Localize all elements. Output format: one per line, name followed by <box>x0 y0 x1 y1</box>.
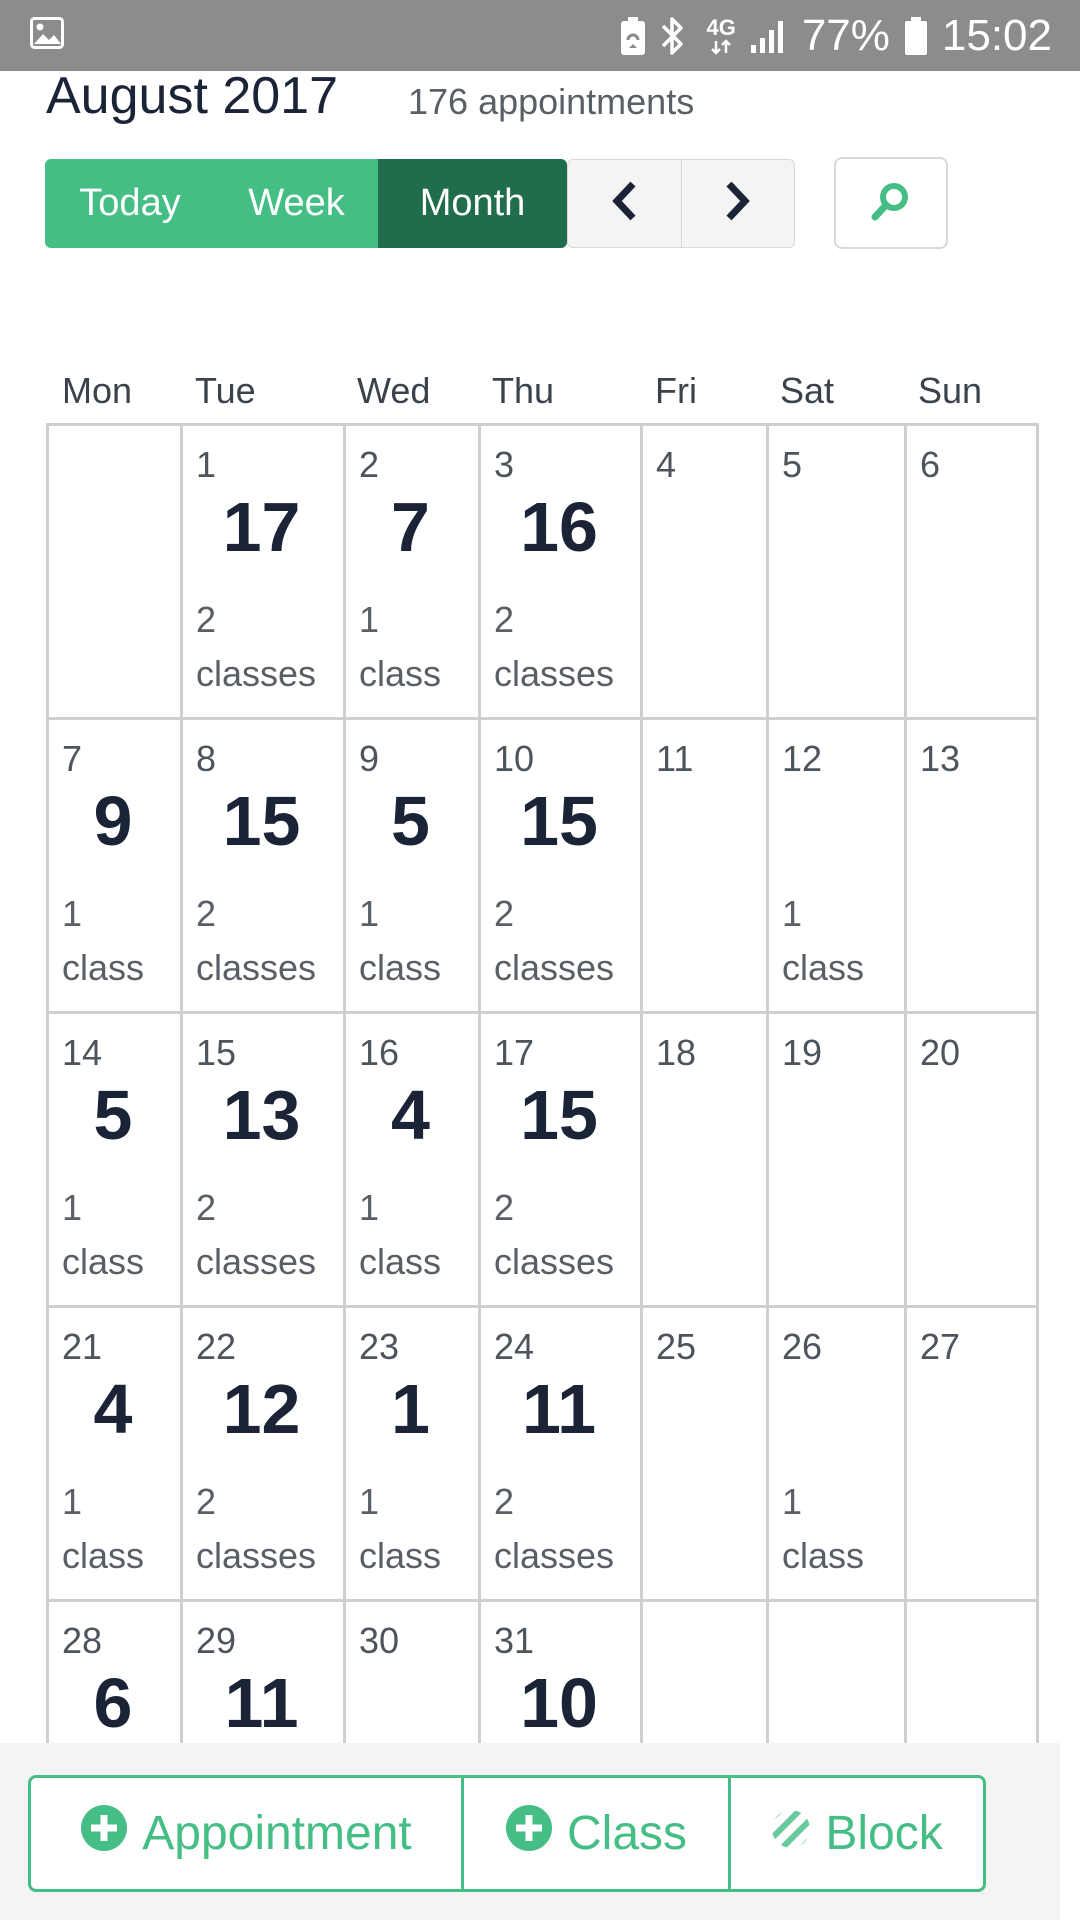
class-count-number: 1 <box>62 1481 83 1522</box>
appointment-count-number: 17 <box>222 488 301 566</box>
search-button[interactable] <box>834 157 948 249</box>
class-count <box>196 887 339 995</box>
weekday-label-4: Fri <box>655 370 697 411</box>
calendar-day-cell[interactable] <box>46 717 183 1014</box>
calendar-day-cell[interactable] <box>46 1305 183 1602</box>
calendar-day-cell[interactable] <box>904 717 1039 1014</box>
calendar-day-cell[interactable] <box>904 1305 1039 1602</box>
class-count-word: class <box>359 1241 442 1282</box>
day-number: 11 <box>656 738 694 779</box>
appointment-count-number: 15 <box>520 1076 598 1154</box>
striped-block-icon <box>771 1806 811 1861</box>
battery-saver-icon <box>620 16 646 56</box>
class-count-number: 2 <box>494 1187 515 1228</box>
class-count-number: 2 <box>196 1481 217 1522</box>
battery-icon <box>904 16 928 56</box>
calendar-day-cell[interactable] <box>478 1305 643 1602</box>
month-view-button[interactable]: Month <box>378 159 567 248</box>
class-count <box>359 593 474 701</box>
calendar-day-cell[interactable] <box>904 423 1039 720</box>
bluetooth-icon <box>660 15 686 57</box>
today-button[interactable]: Today <box>45 159 215 248</box>
class-count <box>359 1475 474 1583</box>
class-count <box>196 1181 339 1289</box>
weekday-label-6: Sun <box>918 370 983 411</box>
day-number: 23 <box>359 1326 400 1367</box>
weekday-label-5: Sat <box>780 370 835 411</box>
calendar-day-cell[interactable] <box>478 423 643 720</box>
next-month-button[interactable] <box>681 160 795 247</box>
class-count-number: 2 <box>494 893 515 934</box>
class-count <box>196 593 339 701</box>
class-count-number: 1 <box>782 893 803 934</box>
day-number: 9 <box>359 738 380 779</box>
status-bar <box>0 0 1080 71</box>
weekday-label-2: Wed <box>357 370 431 411</box>
add-actions <box>28 1775 986 1892</box>
appointment-count-number: 4 <box>93 1370 133 1448</box>
class-count-number: 2 <box>196 893 217 934</box>
day-number: 19 <box>782 1032 823 1073</box>
month-navigation <box>567 159 795 248</box>
day-number: 16 <box>359 1032 400 1073</box>
class-count <box>196 1475 339 1583</box>
calendar-day-cell[interactable] <box>904 1011 1039 1308</box>
class-count <box>494 887 636 995</box>
image-icon <box>30 17 64 49</box>
day-number: 22 <box>196 1326 237 1367</box>
plus-circle-icon <box>80 1804 128 1864</box>
add-block-label: Block <box>825 1807 943 1860</box>
appointment-count-number: 5 <box>93 1076 133 1154</box>
network-4g-icon: 4G <box>706 17 735 55</box>
day-number: 8 <box>196 738 217 779</box>
class-count-word: class <box>62 1241 145 1282</box>
appointment-count: 176 appointments <box>408 81 695 122</box>
class-count-number: 2 <box>494 1481 515 1522</box>
class-count-number: 1 <box>359 1481 380 1522</box>
appointment-count-number: 6 <box>93 1664 133 1742</box>
appointment-count-number: 9 <box>93 782 133 860</box>
class-count <box>359 1181 474 1289</box>
calendar-day-cell[interactable] <box>343 717 481 1014</box>
day-number: 6 <box>920 444 941 485</box>
calendar-day-cell[interactable] <box>46 1011 183 1308</box>
class-count-number: 1 <box>359 599 380 640</box>
day-number: 15 <box>196 1032 237 1073</box>
class-count <box>782 887 900 995</box>
day-number: 4 <box>656 444 677 485</box>
calendar-day-cell[interactable] <box>640 1305 769 1602</box>
calendar-day-cell[interactable] <box>766 423 907 720</box>
day-number: 3 <box>494 444 515 485</box>
calendar-day-cell[interactable] <box>180 423 346 720</box>
calendar-day-cell[interactable] <box>343 1305 481 1602</box>
day-number: 24 <box>494 1326 535 1367</box>
class-count <box>782 1475 900 1583</box>
appointment-count-number: 5 <box>391 782 430 860</box>
battery-percent: 77% <box>801 10 890 60</box>
class-count-word: classes <box>494 1241 615 1282</box>
appointment-count-number: 15 <box>222 782 301 860</box>
view-switcher <box>45 159 567 248</box>
class-count <box>62 887 176 995</box>
class-count-number: 1 <box>62 893 83 934</box>
calendar-day-cell[interactable] <box>343 423 481 720</box>
day-number: 20 <box>920 1032 961 1073</box>
class-count-word: class <box>782 1535 865 1576</box>
day-number: 21 <box>62 1326 103 1367</box>
day-number: 2 <box>359 444 380 485</box>
class-count-number: 2 <box>196 1187 217 1228</box>
class-count <box>62 1181 176 1289</box>
appointment-count-number: 11 <box>224 1664 299 1742</box>
calendar-day-cell[interactable] <box>640 423 769 720</box>
day-number: 28 <box>62 1620 103 1661</box>
day-number: 7 <box>62 738 83 779</box>
appointment-count-number: 11 <box>522 1370 596 1448</box>
class-count-word: class <box>62 1535 145 1576</box>
day-number: 18 <box>656 1032 697 1073</box>
weekday-label-3: Thu <box>492 370 555 411</box>
appointment-count-number: 4 <box>391 1076 430 1154</box>
weekday-label-1: Tue <box>195 370 256 411</box>
class-count-number: 2 <box>196 599 217 640</box>
class-count-word: classes <box>196 1535 317 1576</box>
appointment-count-number: 16 <box>520 488 598 566</box>
appointment-count-number: 15 <box>520 782 598 860</box>
day-number: 12 <box>782 738 823 779</box>
weekday-label-0: Mon <box>62 370 133 411</box>
class-count-word: class <box>359 1535 442 1576</box>
class-count-word: classes <box>196 653 317 694</box>
class-count <box>494 1181 636 1289</box>
class-count-word: classes <box>196 1241 317 1282</box>
class-count-number: 1 <box>62 1187 83 1228</box>
calendar-day-cell[interactable] <box>766 1305 907 1602</box>
calendar-day-cell[interactable] <box>343 1011 481 1308</box>
chevron-left-icon <box>609 180 639 227</box>
calendar-day-cell[interactable] <box>180 1305 346 1602</box>
appointment-count-number: 13 <box>222 1076 301 1154</box>
class-count-word: classes <box>494 1535 615 1576</box>
month-calendar-grid <box>46 423 1036 1743</box>
calendar-day-cell[interactable] <box>478 1011 643 1308</box>
day-number: 26 <box>782 1326 823 1367</box>
add-appointment-label: Appointment <box>142 1807 412 1860</box>
class-count-number: 1 <box>359 893 380 934</box>
day-number: 31 <box>494 1620 535 1661</box>
class-count <box>359 887 474 995</box>
calendar-day-cell[interactable] <box>766 1011 907 1308</box>
day-number: 25 <box>656 1326 697 1367</box>
class-count-number: 2 <box>494 599 515 640</box>
day-number: 5 <box>782 444 803 485</box>
class-count-number: 1 <box>359 1187 380 1228</box>
class-count <box>62 1475 176 1583</box>
class-count-number: 1 <box>782 1481 803 1522</box>
previous-month-button[interactable] <box>568 160 681 247</box>
class-count-word: class <box>359 947 442 988</box>
appointment-count-number: 10 <box>520 1664 598 1742</box>
search-icon <box>870 180 912 227</box>
day-number: 27 <box>920 1326 961 1367</box>
day-number: 30 <box>359 1620 400 1661</box>
class-count-word: classes <box>494 653 615 694</box>
class-count-word: class <box>782 947 865 988</box>
class-count-word: classes <box>494 947 615 988</box>
day-number: 10 <box>494 738 535 779</box>
plus-circle-icon <box>505 1804 553 1864</box>
week-view-button[interactable]: Week <box>215 159 378 248</box>
class-count <box>494 593 636 701</box>
day-number: 17 <box>494 1032 535 1073</box>
class-count-word: class <box>62 947 145 988</box>
chevron-right-icon <box>723 180 753 227</box>
add-class-label: Class <box>566 1807 688 1860</box>
day-number: 1 <box>196 444 217 485</box>
calendar-day-cell <box>46 423 183 720</box>
add-block-button[interactable] <box>728 1778 983 1889</box>
calendar-day-cell[interactable] <box>180 1011 346 1308</box>
appointment-count-number: 12 <box>222 1370 301 1448</box>
signal-icon <box>750 18 788 54</box>
clock: 15:02 <box>941 10 1052 60</box>
day-number: 13 <box>920 738 961 779</box>
add-appointment-button[interactable] <box>31 1778 461 1889</box>
calendar-day-cell[interactable] <box>766 717 907 1014</box>
day-number: 14 <box>62 1032 103 1073</box>
appointment-count-number: 1 <box>391 1370 430 1448</box>
class-count-word: classes <box>196 947 317 988</box>
calendar-day-cell[interactable] <box>478 717 643 1014</box>
calendar-day-cell[interactable] <box>180 717 346 1014</box>
class-count-word: class <box>359 653 442 694</box>
day-number: 29 <box>196 1620 237 1661</box>
appointment-count-number: 7 <box>391 488 430 566</box>
add-class-button[interactable] <box>461 1778 728 1889</box>
month-title: August 2017 <box>46 67 339 125</box>
calendar-day-cell[interactable] <box>640 717 769 1014</box>
calendar-day-cell[interactable] <box>640 1011 769 1308</box>
class-count <box>494 1475 636 1583</box>
